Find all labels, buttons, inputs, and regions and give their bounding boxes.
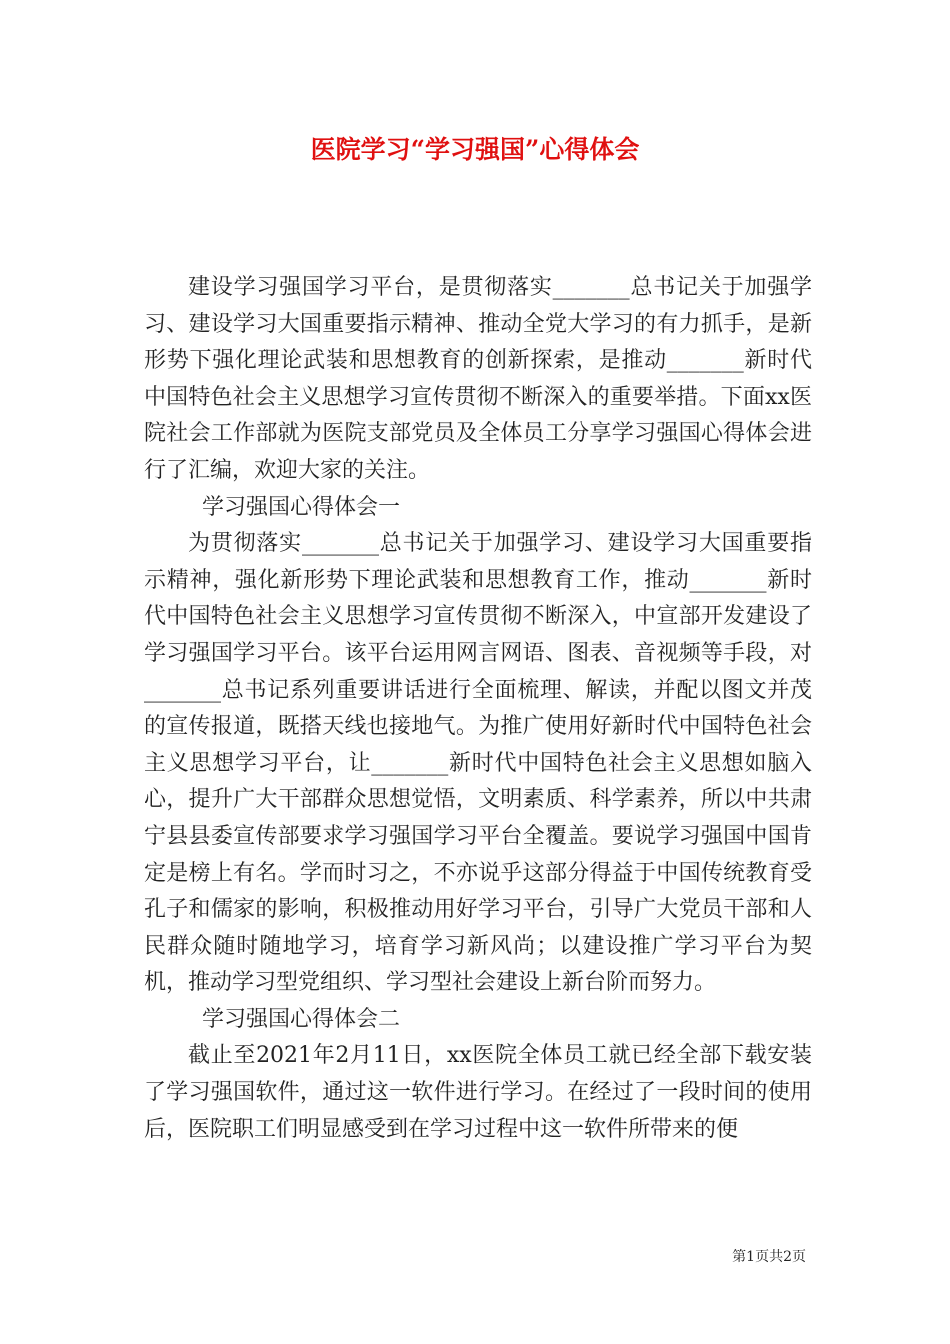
section-2-paragraph: 截止至2021年2月11日，xx医院全体员工就已经全部下载安装了学习强国软件，通过这一软件进行学习。在经过了一段时间的使用后，医院职工们明显感受到在学习过程中这一软件所带来的便 [144, 1043, 812, 1142]
document-body [144, 270, 812, 1148]
intro-paragraph: 建设学习强国学习平台，是贯彻落实_______总书记关于加强学习、建设学习大国重要指示精神、推动全党大学习的有力抓手，是新形势下强化理论武装和思想教育的创新探索，是推动_______新时代中国特色社会主义思想学习宣传贯彻不断深入的重要举措。下面xx医院社会工作部就为医院支部党员及全体员工分享学习强国心得体会进行了汇编，欢迎大家的关注。 [144, 275, 812, 483]
section-1-paragraph: 为贯彻落实_______总书记关于加强学习、建设学习大国重要指示精神，强化新形势下理论武装和思想教育工作，推动_______新时代中国特色社会主义思想学习宣传贯彻不断深入，中宣部开发建设了学习强国学习平台。该平台运用网言网语、图表、音视频等手段，对_______总书记系列重要讲话进行全面梳理、解读，并配以图文并茂的宣传报道，既搭天线也接地气。为推广使用好新时代中国特色社会主义思想学习平台，让_______新时代中国特色社会主义思想如脑入心，提升广大干部群众思想觉悟，文明素质、科学素养，所以中共肃宁县县委宣传部要求学习强国学习平台全覆盖。要说学习强国中国肯定是榜上有名。学而时习之，不亦说乎这部分得益于中国传统教育受孔子和儒家的影响，积极推动用好学习平台，引导广大党员干部和人民群众随时随地学习，培育学习新风尚；以建设推广学习平台为契机，推动学习型党组织、学习型社会建设上新台阶而努力。 [144, 531, 812, 996]
page-number-footer: 第1页共2页 [732, 1249, 806, 1265]
section-heading-2: 学习强国心得体会二 [202, 1006, 401, 1032]
page-title: 医院学习“学习强国”心得体会 [310, 135, 640, 164]
section-heading-1: 学习强国心得体会一 [202, 494, 401, 520]
